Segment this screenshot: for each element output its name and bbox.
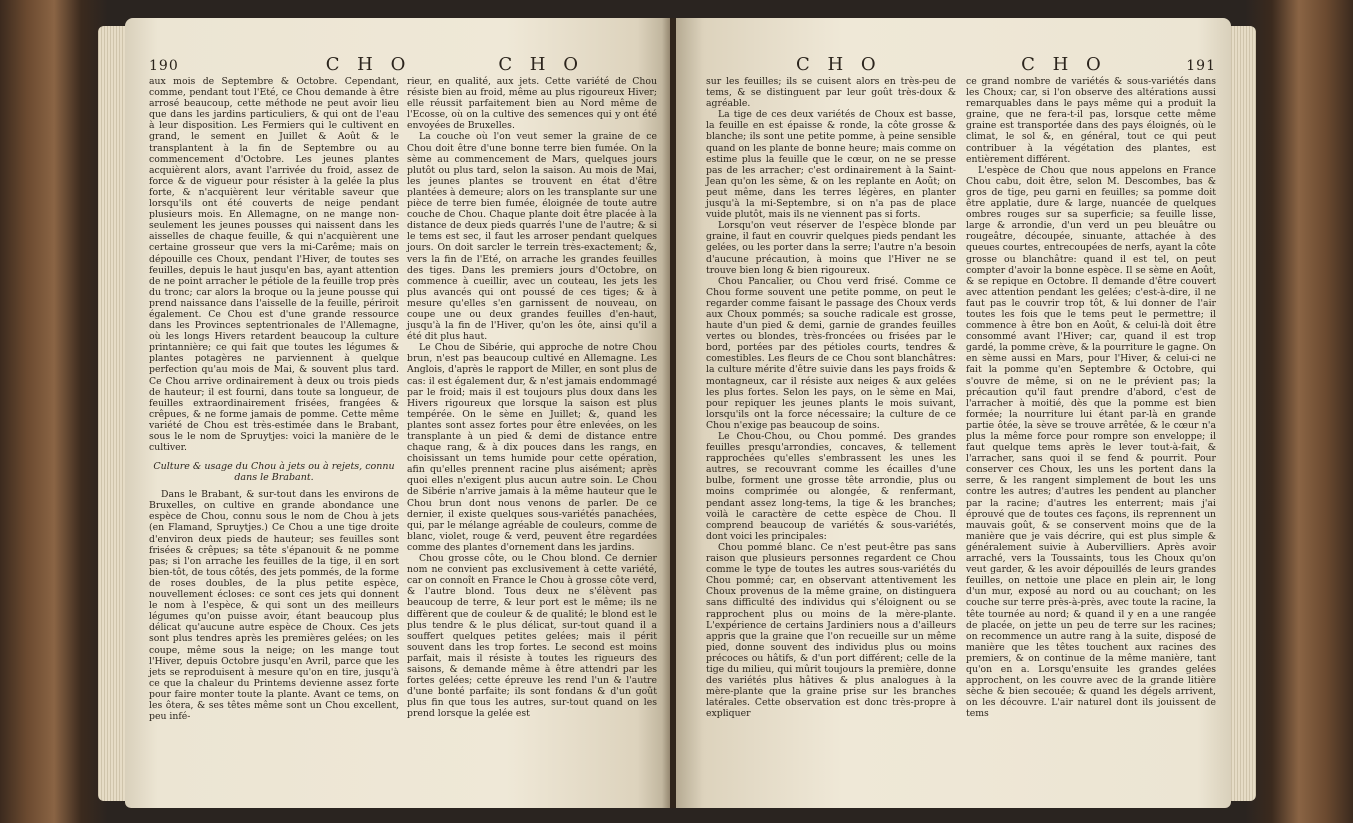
left-column-1	[149, 76, 399, 722]
paragraph: aux mois de Septembre & Octobre. Cependant, comme, pendant tout l'Eté, ce Chou demande à être arrosé beaucoup, cette méthode ne peut avoir lieu que dans les jardins particuliers, & qui ont de l'eau à leur disposition. Les Fermiers qui le cultivent en grand, le sement en Juillet & Août & le transplantent à la fin de Septembre ou au commencement d'Octobre. Les jeunes plantes acquièrent alors, avant l'arrivée du froid, assez de force & de vigueur pour résister à la gelée la plus forte, & n'acquièrent leur véritable saveur que lorsqu'ils ont été couverts de neige pendant plusieurs mois. En Allemagne, on ne mange non-seulement les jeunes pousses qui naissent dans les aisselles de chaque feuille, & qui n'acquièrent une certaine grosseur que vers la mi-Carême; mais on dépouille ces Choux, pendant l'Hiver, de toutes ses feuilles, depuis le haut jusqu'en bas, ayant attention de ne point arracher le pétiole de la feuille trop près du tronc; car alors la broque ou la jeune pousse qui prend naissance dans l'aisselle de la feuille, périroit également. Ce Chou est d'une grande ressource dans les Provinces septentrionales de l'Allemagne, où les longs Hivers retardent beaucoup la culture printannière; ce qui fait que toutes les légumes & plantes potagères ne parviennent à quelque perfection qu'au mois de Mai, & souvent plus tard. Ce Chou arrive ordinairement à deux ou trois pieds de hauteur; il est fourni, dans toute sa longueur, de feuilles extraordinairement frisées, frangées & crêpues, & ne forme jamais de pomme. Cette même variété de Chou est très-estimée dans le Brabant, sous le le nom de Spruytjes: voici la manière de le cultiver.	[149, 76, 399, 454]
paragraph: Lorsqu'on veut réserver de l'espèce blonde par graine, il faut en couvrir quelques pieds pendant les gelées, ou les porter dans la serre; l'autre n'a besoin d'aucune précaution, à moins que l'Hiver ne se trouve bien long & bien rigoureux.	[706, 220, 956, 276]
right-column-1	[706, 76, 956, 719]
section-heading: Culture & usage du Chou à jets ou à rejets, connu dans le Brabant.	[153, 461, 395, 484]
paragraph: Le Chou-Chou, ou Chou pommé. Des grandes feuilles presqu'arrondies, concaves, & tellement rapprochées qu'elles s'embrassent les unes les autres, se recouvrant comme les écailles d'une bulbe, forment une grosse tête arrondie, plus ou moins comprimée ou alongée, & renfermant, pendant assez long-tems, la tige & les branches; voilà le caractère de cette espèce de Chou. Il comprend beaucoup de variétés & sous-variétés, dont voici les principales:	[706, 431, 956, 542]
left-head-word-2: C H O	[498, 54, 584, 75]
paragraph: Chou grosse côte, ou le Chou blond. Ce dernier nom ne convient pas exclusivement à cette variété, car on connoît en France le Chou à grosse côte verd, & l'autre blond. Tous deux ne s'élèvent pas beaucoup de terre, & leur port est le même; ils ne diffèrent que de couleur & de qualité; le blond est le plus tendre & le plus délicat, sur-tout quand il a souffert quelques petites gelées; mais il périt souvent dans les trop fortes. Le second est moins parfait, mais il résiste à toutes les rigueurs des saisons, & demande même à être attendri par les fortes gelées; cette épreuve les rend l'un & l'autre d'une bonté parfaite; ils sont fondans & d'un goût plus fin que tous les autres, sur-tout quand on les prend lorsque la gelée est	[407, 553, 657, 720]
paragraph: Chou pommé blanc. Ce n'est peut-être pas sans raison que plusieurs personnes regardent ce Chou comme le type de toutes les autres sous-variétés du Chou pommé; car, en observant attentivement les Choux provenus de la même graine, on distinguera sans difficulté des individus qui s'éloignent ou se rapprochent plus ou moins de la mère-plante. L'expérience de certains Jardiniers nous a d'ailleurs appris que la graine que l'on recueille sur un même pied, donne souvent des individus plus ou moins précoces ou hâtifs, & d'un port différent; celle de la tige du milieu, qui mûrit toujours la première, donne des variétés plus hâtives & plus analogues à la mère-plante que la graine prise sur les branches latérales. Cette observation est donc très-propre à expliquer	[706, 541, 956, 720]
paragraph: ce grand nombre de variétés & sous-variétés dans les Choux; car, si l'on observe des altérations aussi remarquables dans le pays même qui a produit la graine, que ne fera-t-il pas, lorsque cette même graine est transportée dans des pays éloignés, où le climat, le sol &, en général, tout ce qui peut contribuer à la végétation des plantes, est entièrement différent.	[966, 76, 1216, 165]
left-page	[125, 18, 670, 808]
right-head-word-1: C H O	[796, 54, 882, 75]
left-head-word-1: C H O	[325, 54, 412, 75]
right-page-number: 191	[1186, 58, 1216, 74]
paragraph: Dans le Brabant, & sur-tout dans les environs de Bruxelles, on cultive en grande abondance une espèce de Chou, connu sous le nom de Chou à jets (en Flamand, Spruytjes.) Ce Chou a une tige droite d'environ deux pieds de hauteur; ses feuilles sont frisées & crêpues; sa tête s'épanouit & ne pomme pas; si l'on arrache les feuilles de la tige, il en sort bien-tôt, de tous côtés, des jets pommés, de la forme de roses doubles, de la plus petite espèce, nouvellement écloses: ce sont ces jets qui donnent le nom à l'espèce, & qui sont un des meilleurs légumes qu'on puisse avoir, étant beaucoup plus délicat qu'aucune autre espèce de Choux. Ces jets sont plus tendres après les premières gelées; on les coupe, même sous la neige; on les mange tout l'Hiver, depuis Octobre jusqu'en Avril, parce que les jets se reproduisent à mesure qu'on en tire, jusqu'à ce que la chaleur du Printems devienne assez forte pour faire monter toute la plante. Avant ce tems, on les ôtera, & ses têtes même sont un Chou excellent, peu infé-	[149, 489, 399, 723]
paragraph: Chou Pancalier, ou Chou verd frisé. Comme ce Chou forme souvent une petite pomme, on peut le regarder comme faisant le passage des Choux verds aux Choux pommés; sa souche radicale est grosse, haute d'un pied & demi, garnie de grandes feuilles vertes ou blondes, très-froncées ou frisées par le bord, portées par des pétioles courts, tendres & comestibles. Les fleurs de ce Chou sont blanchâtres: la culture mérite d'être suivie dans les pays froids & montagneux, car il résiste aux neiges & aux gelées les plus fortes. Selon les pays, on le sème en Mai, pour repiquer les jeunes plants le mois suivant, lorsqu'ils ont la force nécessaire; la culture de ce Chou n'exige pas beaucoup de soins.	[706, 275, 956, 431]
paragraph: L'espèce de Chou que nous appelons en France Chou cabu, doit être, selon M. Descombes, bas & gros de tige, peu garni en feuilles; sa pomme doit être applatie, dure & large, nuancée de quelques ombres rouges sur sa superficie; sa feuille lisse, large & arrondie, d'un verd un peu bleuâtre ou rougeâtre, découpée, sinuante, attachée à des queues courtes, entrecoupées de nerfs, ayant la côte grosse ou blanchâtre: quand il est tel, on peut compter d'avoir la bonne espèce. Il se sème en Août, & se repique en Octobre. Il demande d'être couvert avec attention pendant les gelées; c'est-à-dire, il ne faut pas le couvrir trop tôt, & lui donner de l'air toutes les fois que le tems peut le permettre; il commence à être bon en Août, & celui-là doit être consommé avant l'Hiver; car, quand il est trop gardé, la pomme crève, & la pourriture le gagne. On en sème aussi en Mars, pour l'Hiver, & celui-ci ne fait la pomme qu'en Septembre & Octobre, qui s'ouvre de même, si on ne le prévient pas; la précaution qu'il faut prendre d'abord, c'est de l'arracher à moitié, dès que la pomme est bien formée; la nourriture lui étant par-là en grande partie ôtée, la sève se trouve arrêtée, & le cœur n'a plus la même force pour rompre son enveloppe; il faut quelque tems après le lever tout-à-fait, & l'arracher, sans quoi il se fend & pourrit. Pour conserver ces Choux, les uns les portent dans la serre, & les rangent simplement de bout les uns contre les autres; d'autres les pendent au plancher par la racine; d'autres les enterrent; mais j'ai éprouvé que de toutes ces façons, ils reprennent un mauvais goût, & se conservent moins que de la manière que je vais décrire, qui est plus simple & généralement suivie à Aubervilliers. Après avoir arraché, vers la Toussaints, tous les Choux qu'on veut garder, & les avoir dépouillés de leurs grandes feuilles, on nettoie une place en plein air, le long d'un mur, exposé au nord ou au couchant; on les couche sur terre près-à-près, avec toute la racine, la tête tournée au nord; & quand il y en a une rangée de placée, on jette un peu de terre sur les racines; on recommence un autre rang à la suite, disposé de manière que les têtes touchent aux racines des premiers, & on continue de la même manière, tant qu'on en a. Lorsqu'ensuite les grandes gelées approchent, on les couvre avec de la grande litière sèche & bien secouée; & quand les dégels arrivent, on les découvre. L'air naturel dont ils jouissent de tems	[966, 164, 1216, 720]
right-head-word-2: C H O	[1021, 54, 1107, 75]
right-column-2	[966, 76, 1216, 719]
paragraph: sur les feuilles; ils se cuisent alors en très-peu de tems, & se distinguent par leur goût très-doux & agréable.	[706, 76, 956, 110]
left-column-2	[407, 76, 657, 719]
right-page	[676, 18, 1231, 808]
left-page-edges	[98, 26, 128, 801]
left-running-head	[149, 54, 654, 75]
paragraph: rieur, en qualité, aux jets. Cette variété de Chou résiste bien au froid, même au plus rigoureux Hiver; elle réussit parfaitement bien au Nord même de l'Ecosse, où on la cultive des semences qui y ont été envoyées de Bruxelles.	[407, 76, 657, 132]
left-page-number: 190	[149, 58, 179, 74]
right-page-edges	[1228, 26, 1256, 801]
paragraph: Le Chou de Sibérie, qui approche de notre Chou brun, n'est pas beaucoup cultivé en Allemagne. Les Anglois, d'après le rapport de Miller, en sont plus de cas: il est également dur, & n'est jamais endommagé par le froid; mais il est toujours plus doux dans les Hivers rigoureux que lorsque la saison est plus tempérée. On le sème en Juillet; &, quand les plantes sont assez fortes pour être enlevées, on les transplante à un pied & demi de distance entre chaque rang, & à dix pouces dans les rangs, en choisissant un tems humide pour cette opération, afin qu'elles prennent racine plus aisément; après quoi elles n'exigent plus aucun autre soin. Le Chou de Sibérie n'arrive jamais à la même hauteur que le Chou brun dont nous venons de parler. De ce dernier, il existe quelques sous-variétés panachées, qui, par le mélange agréable de couleurs, comme de blanc, violet, rouge & verd, peuvent être regardées comme des plantes d'ornement dans les jardins.	[407, 342, 657, 553]
paragraph: La couche où l'on veut semer la graine de ce Chou doit être d'une bonne terre bien fumée. On la sème au commencement de Mars, quelques jours plutôt ou plus tard, selon la saison. Au mois de Mai, les jeunes plantes se trouvent en état d'être plantées à demeure; alors on les transplante sur une pièce de terre bien fumée, éloignée de toute autre couche de Chou. Chaque plante doit être placée à la distance de deux pieds quarrés l'une de l'autre; & si le tems est sec, il faut les arroser pendant quelques jours. On doit sarcler le terrein très-exactement; &, vers la fin de l'Eté, on arrache les grandes feuilles des tiges. Dans les premiers jours d'Octobre, on commence à cueillir, avec un couteau, les jets les plus avancés qui ont poussé de ces tiges; & à mesure qu'elles s'en garnissent de nouveau, on coupe une ou deux grandes feuilles d'en-haut, jusqu'à la fin de l'Hiver, qu'on les ôte, ainsi qu'il a été dit plus haut.	[407, 131, 657, 343]
paragraph: La tige de ces deux variétés de Choux est basse, la feuille en est épaisse & ronde, la côte grosse & blanche; ils sont une petite pomme, à peine sensible quand on les plante de bonne heure; mais comme on estime plus la feuille que le cœur, on ne se presse pas de les arracher; c'est ordinairement à la Saint-Jean qu'on les sème, & on les replante en Août; on peut même, dans les terres légères, en planter jusqu'à la mi-Septembre, si on n'a pas de place vuide plutôt, mais ils ne viennent pas si forts.	[706, 109, 956, 221]
right-running-head	[706, 54, 1216, 75]
